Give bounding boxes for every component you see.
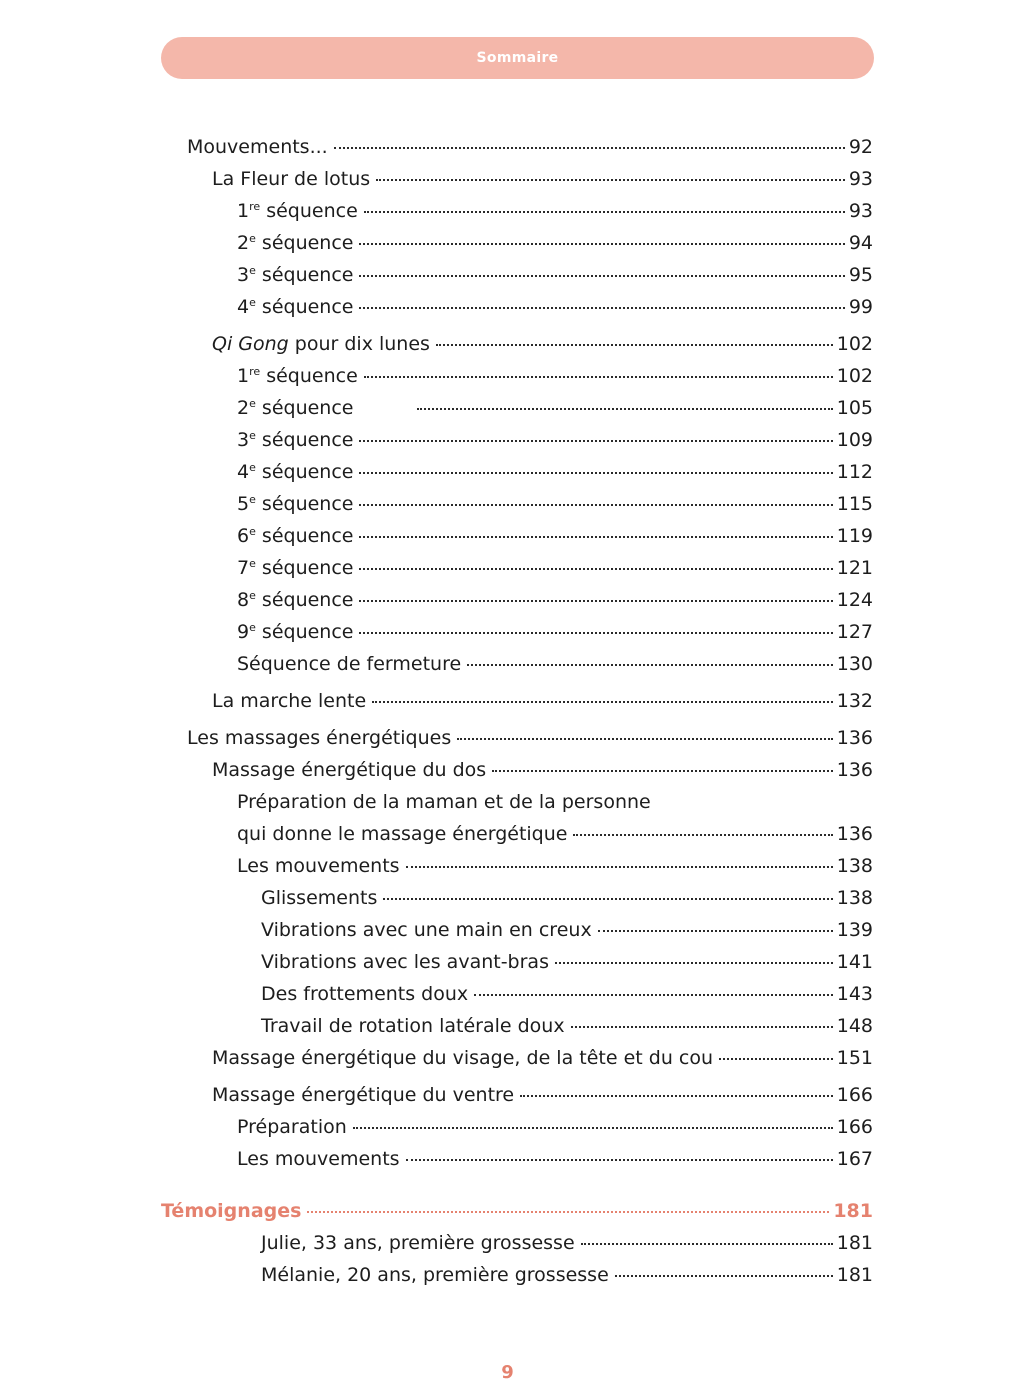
toc-entry[interactable]: [0, 259, 1015, 291]
toc-page-number: 132: [836, 690, 873, 712]
toc-entry-ordinal-suffix: e: [249, 493, 256, 506]
toc-entry[interactable]: [0, 754, 1015, 786]
toc-entry[interactable]: [0, 195, 1015, 227]
toc-entry[interactable]: [0, 424, 1015, 456]
toc-dot-leader: [417, 408, 832, 410]
toc-entry-text: séquence: [261, 429, 354, 451]
toc-entry-title: [212, 163, 370, 195]
toc-page-number: 121: [836, 557, 873, 579]
toc-entry-title: [187, 722, 451, 754]
toc-page-number: 112: [836, 461, 873, 483]
toc-entry-ordinal-suffix: re: [249, 365, 261, 378]
toc-entry[interactable]: [0, 978, 1015, 1010]
toc-entry-title: [161, 1195, 301, 1227]
toc-dot-leader: [581, 1243, 833, 1245]
toc-page-number: 136: [836, 727, 873, 749]
toc-entry-title: [212, 754, 486, 786]
toc-entry-title: [212, 328, 430, 360]
toc-page-number: 93: [848, 168, 873, 190]
toc-page-number: 115: [836, 493, 873, 515]
toc-page-number: 102: [836, 365, 873, 387]
toc-entry-title: [187, 131, 328, 163]
toc-dot-leader: [353, 1127, 833, 1129]
toc-entry-text: Les mouvements: [237, 1148, 400, 1170]
toc-entry-title: [237, 291, 353, 323]
toc-dot-leader: [383, 898, 832, 900]
toc-entry[interactable]: [0, 131, 1015, 163]
toc-entry-italic-text: Qi Gong: [212, 333, 289, 355]
toc-entry-number: 2: [237, 232, 250, 254]
toc-dot-leader: [364, 376, 833, 378]
toc-page-number: 105: [836, 397, 873, 419]
toc-entry-text: séquence: [261, 589, 354, 611]
toc-entry-text: séquence: [261, 621, 354, 643]
toc-page-number: 151: [836, 1047, 873, 1069]
toc-entry[interactable]: [0, 360, 1015, 392]
toc-entry-text: séquence: [261, 296, 354, 318]
toc-entry-number: 8: [237, 589, 250, 611]
toc-entry-title: [237, 1111, 347, 1143]
toc-entry-text: Vibrations avec une main en creux: [261, 919, 592, 941]
toc-entry[interactable]: [0, 786, 1015, 818]
toc-entry-text: Des frottements doux: [261, 983, 469, 1005]
toc-entry[interactable]: [0, 1143, 1015, 1175]
toc-dot-leader: [492, 770, 833, 772]
toc-entry-ordinal-suffix: e: [249, 461, 256, 474]
toc-entry-title: [237, 360, 358, 392]
toc-page-number: 138: [836, 887, 873, 909]
toc-dot-leader: [474, 994, 833, 996]
toc-entry-title: [212, 1042, 713, 1074]
toc-entry-text: séquence: [261, 461, 354, 483]
toc-entry-text: Mouvements...: [187, 136, 328, 158]
toc-entry-number: 1: [237, 365, 250, 387]
toc-entry-text: Les mouvements: [237, 855, 400, 877]
toc-entry-text: Massage énergétique du dos: [212, 759, 487, 781]
toc-entry-title: [261, 946, 549, 978]
toc-entry[interactable]: [0, 163, 1015, 195]
toc-entry-text: Préparation: [237, 1116, 347, 1138]
toc-dot-leader: [436, 344, 833, 346]
toc-dot-leader: [359, 440, 832, 442]
toc-entry-text: séquence: [261, 557, 354, 579]
toc-entry-title: [237, 1143, 400, 1175]
toc-dot-leader: [359, 504, 832, 506]
toc-entry-number: 5: [237, 493, 250, 515]
toc-entry-text: séquence: [261, 264, 354, 286]
toc-entry[interactable]: [0, 328, 1015, 360]
toc-entry[interactable]: [0, 946, 1015, 978]
toc-dot-leader: [372, 701, 833, 703]
toc-entry[interactable]: [0, 520, 1015, 552]
toc-page-number: 127: [836, 621, 873, 643]
toc-dot-leader: [615, 1275, 833, 1277]
toc-entry-number: 2: [237, 397, 250, 419]
toc-entry-text: Massage énergétique du ventre: [212, 1084, 515, 1106]
toc-entry-text: Mélanie, 20 ans, première grossesse: [261, 1264, 609, 1286]
toc-entry[interactable]: [0, 392, 1015, 424]
toc-dot-leader: [359, 472, 832, 474]
toc-entry[interactable]: [0, 1079, 1015, 1111]
toc-entry-title: [237, 616, 353, 648]
toc-entry-title: [237, 552, 353, 584]
toc-entry-text: séquence: [261, 525, 354, 547]
toc-entry-title: [261, 978, 468, 1010]
toc-entry-title: [237, 227, 353, 259]
table-of-contents: [0, 131, 1015, 1291]
toc-entry[interactable]: [0, 291, 1015, 323]
toc-page-number: 92: [848, 136, 873, 158]
toc-entry-ordinal-suffix: e: [249, 557, 256, 570]
toc-entry-ordinal-suffix: e: [249, 429, 256, 442]
toc-entry-title: [261, 882, 377, 914]
toc-page-number: 124: [836, 589, 873, 611]
toc-entry-text: pour dix lunes: [288, 333, 430, 355]
toc-entry-title: [237, 488, 353, 520]
toc-page-number: 102: [836, 333, 873, 355]
toc-entry-title: [237, 584, 353, 616]
toc-entry-number: 3: [237, 429, 250, 451]
toc-entry[interactable]: [0, 1111, 1015, 1143]
toc-dot-leader: [307, 1211, 829, 1213]
toc-page-number: 139: [836, 919, 873, 941]
toc-entry-title: [237, 648, 461, 680]
toc-entry-number: 4: [237, 461, 250, 483]
toc-page-number: 99: [848, 296, 873, 318]
toc-dot-leader: [334, 147, 845, 149]
toc-entry-title: [212, 685, 366, 717]
toc-entry-text: Vibrations avec les avant-bras: [261, 951, 549, 973]
toc-entry-text: séquence: [261, 493, 354, 515]
toc-entry[interactable]: [0, 648, 1015, 680]
toc-entry-text: Les massages énergétiques: [187, 727, 452, 749]
toc-entry-title: [237, 786, 651, 818]
toc-page-number: 167: [836, 1148, 873, 1170]
toc-dot-leader: [359, 632, 832, 634]
toc-page-number: 166: [836, 1116, 873, 1138]
toc-entry-title: [237, 195, 358, 227]
toc-dot-leader: [457, 738, 833, 740]
toc-entry-text: La marche lente: [212, 690, 367, 712]
toc-entry-number: 6: [237, 525, 250, 547]
toc-section-entry[interactable]: [0, 1195, 1015, 1227]
toc-dot-leader: [359, 600, 832, 602]
toc-entry[interactable]: [0, 1227, 1015, 1259]
toc-entry[interactable]: [0, 1042, 1015, 1074]
page-number: 9: [501, 1362, 514, 1383]
toc-entry-title: [237, 818, 567, 850]
toc-entry-title: [237, 392, 353, 424]
toc-entry[interactable]: [0, 227, 1015, 259]
toc-entry[interactable]: [0, 584, 1015, 616]
toc-dot-leader: [376, 179, 845, 181]
header-banner: [161, 37, 874, 79]
toc-dot-leader: [555, 962, 833, 964]
toc-entry-title: [261, 1227, 575, 1259]
toc-dot-leader: [719, 1058, 833, 1060]
toc-entry-text: Massage énergétique du visage, de la tête et du cou: [212, 1047, 714, 1069]
toc-page-number: 181: [836, 1232, 873, 1254]
toc-dot-leader: [359, 568, 832, 570]
toc-dot-leader: [359, 275, 844, 277]
toc-entry-title: [237, 424, 353, 456]
toc-entry[interactable]: [0, 456, 1015, 488]
toc-entry-text: séquence: [266, 200, 358, 222]
toc-entry-text: Travail de rotation latérale doux: [261, 1015, 565, 1037]
toc-dot-leader: [467, 664, 833, 666]
toc-entry-title: [261, 1259, 609, 1291]
toc-dot-leader: [571, 1026, 833, 1028]
toc-entry[interactable]: [0, 882, 1015, 914]
toc-entry[interactable]: [0, 722, 1015, 754]
toc-entry[interactable]: [0, 616, 1015, 648]
toc-page-number: 94: [848, 232, 873, 254]
toc-entry[interactable]: [0, 914, 1015, 946]
toc-page-number: 136: [836, 823, 873, 845]
toc-page-number: 93: [848, 200, 873, 222]
toc-entry-number: 4: [237, 296, 250, 318]
toc-page-number: 166: [836, 1084, 873, 1106]
toc-page-number: 141: [836, 951, 873, 973]
toc-entry-text: Julie, 33 ans, première grossesse: [261, 1232, 575, 1254]
header-title: Sommaire: [476, 50, 559, 66]
toc-dot-leader: [359, 536, 832, 538]
toc-entry-title: [237, 259, 353, 291]
toc-dot-leader: [359, 243, 844, 245]
toc-entry[interactable]: [0, 1010, 1015, 1042]
toc-page-number: 138: [836, 855, 873, 877]
toc-entry-number: 7: [237, 557, 250, 579]
toc-page-number: 181: [836, 1264, 873, 1286]
toc-dot-leader: [359, 307, 844, 309]
toc-page-number: 119: [836, 525, 873, 547]
toc-entry-text: La Fleur de lotus: [212, 168, 371, 190]
toc-dot-leader: [573, 834, 832, 836]
toc-entry-text: Séquence de fermeture: [237, 653, 462, 675]
toc-entry-text: Témoignages: [161, 1200, 302, 1222]
toc-entry[interactable]: [0, 552, 1015, 584]
toc-page-number: 143: [836, 983, 873, 1005]
toc-entry[interactable]: [0, 1259, 1015, 1291]
toc-entry-title: [237, 456, 353, 488]
toc-entry-ordinal-suffix: re: [249, 200, 261, 213]
toc-entry-ordinal-suffix: e: [249, 264, 256, 277]
toc-dot-leader: [598, 930, 833, 932]
toc-entry-ordinal-suffix: e: [249, 232, 256, 245]
toc-dot-leader: [406, 1159, 833, 1161]
toc-page-number: 109: [836, 429, 873, 451]
toc-entry-text: séquence: [261, 232, 354, 254]
toc-entry[interactable]: [0, 850, 1015, 882]
toc-entry-text: séquence: [266, 365, 358, 387]
toc-dot-leader: [406, 866, 833, 868]
toc-entry-ordinal-suffix: e: [249, 296, 256, 309]
toc-entry[interactable]: [0, 488, 1015, 520]
toc-entry-ordinal-suffix: e: [249, 621, 256, 634]
toc-entry-ordinal-suffix: e: [249, 589, 256, 602]
toc-page-number: 95: [848, 264, 873, 286]
toc-entry-text: Préparation de la maman et de la personne: [237, 791, 651, 813]
toc-entry-title: [212, 1079, 514, 1111]
toc-page-number: 136: [836, 759, 873, 781]
toc-entry-number: 3: [237, 264, 250, 286]
toc-entry-text: séquence: [261, 397, 354, 419]
toc-page-number: 181: [833, 1200, 873, 1222]
toc-entry-number: 1: [237, 200, 250, 222]
toc-entry-title: [261, 1010, 565, 1042]
toc-entry[interactable]: [0, 685, 1015, 717]
toc-entry[interactable]: [0, 818, 1015, 850]
toc-page-number: 148: [836, 1015, 873, 1037]
toc-entry-number: 9: [237, 621, 250, 643]
toc-entry-ordinal-suffix: e: [249, 397, 256, 410]
toc-page-number: 130: [836, 653, 873, 675]
toc-entry-title: [237, 520, 353, 552]
toc-entry-title: [237, 850, 400, 882]
toc-dot-leader: [364, 211, 845, 213]
toc-entry-ordinal-suffix: e: [249, 525, 256, 538]
toc-entry-text: qui donne le massage énergétique: [237, 823, 568, 845]
toc-dot-leader: [520, 1095, 833, 1097]
toc-entry-text: Glissements: [261, 887, 378, 909]
toc-entry-title: [261, 914, 592, 946]
